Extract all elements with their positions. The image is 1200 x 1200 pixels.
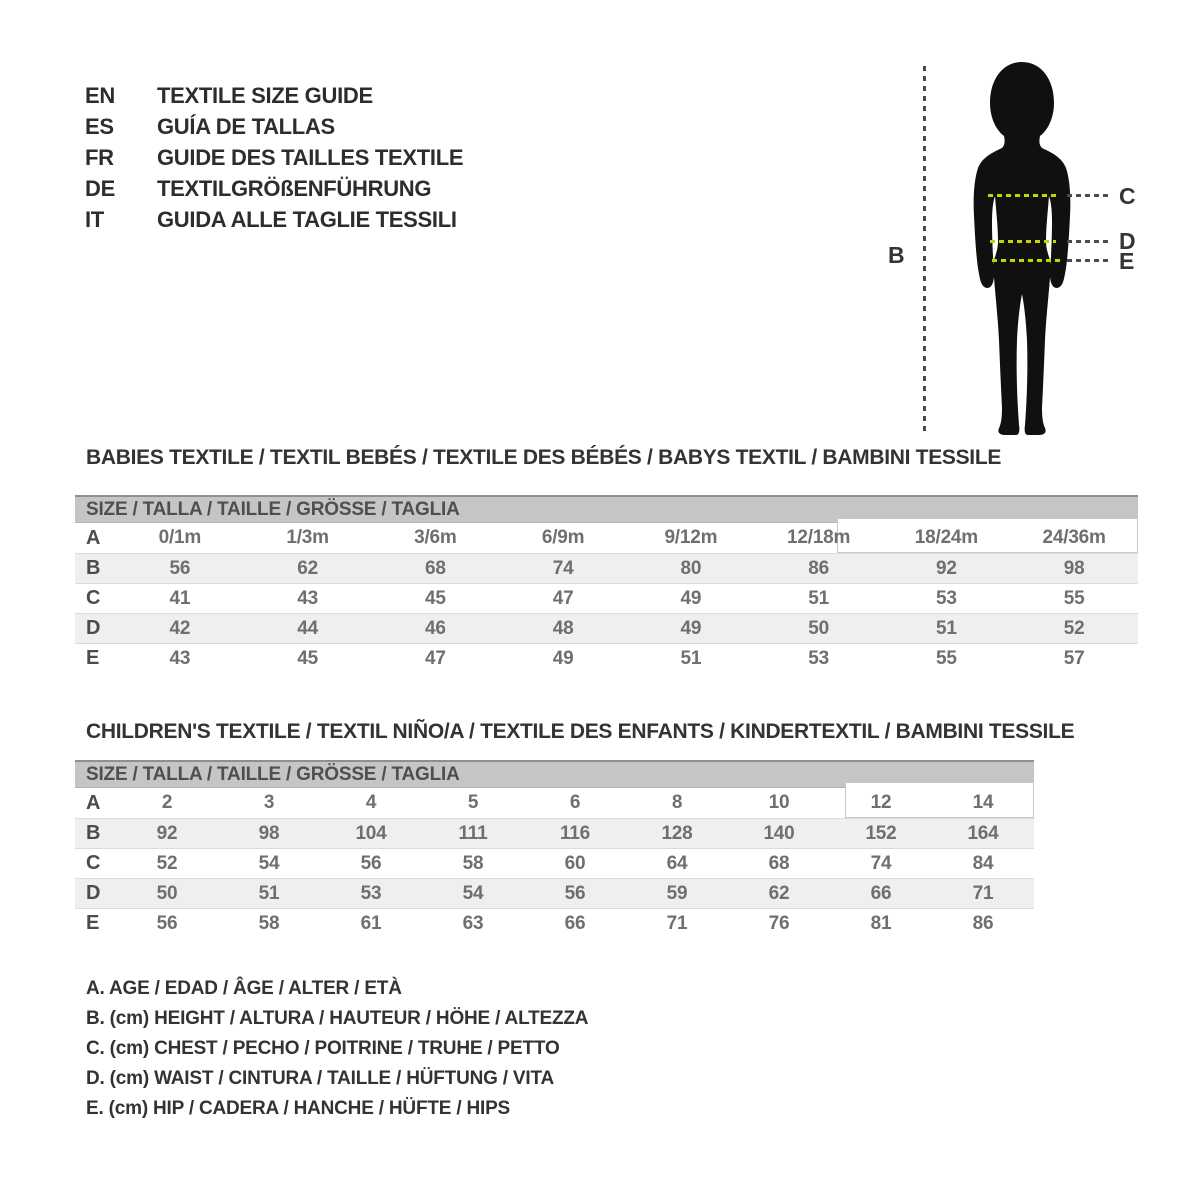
hip-leader-line <box>1067 259 1111 262</box>
size-cell: 56 <box>156 913 178 934</box>
child-silhouette-shape <box>974 62 1071 435</box>
size-cell: 53 <box>936 588 957 609</box>
table-row-chest <box>75 848 1034 878</box>
size-cell: 1/3m <box>286 527 329 548</box>
size-cell: 50 <box>156 883 178 904</box>
table-row-age <box>75 788 1034 818</box>
lang-title: GUÍA DE TALLAS <box>157 113 335 139</box>
table-row-height <box>75 553 1138 583</box>
lang-row-en <box>85 80 463 111</box>
size-cell: 51 <box>936 618 957 639</box>
size-cell: 92 <box>936 558 957 579</box>
size-cell: 54 <box>462 883 484 904</box>
size-cell: 51 <box>680 648 702 669</box>
lang-title: GUIDA ALLE TAGLIE TESSILI <box>157 206 457 232</box>
size-cell: 59 <box>666 883 688 904</box>
size-cell: 80 <box>680 558 702 579</box>
measurement-legend <box>86 974 588 1124</box>
babies-section-heading: BABIES TEXTILE / TEXTIL BEBÉS / TEXTILE DES BÉBÉS / BABYS TEXTIL / BAMBINI TESSILE <box>86 446 1002 469</box>
size-cell: 50 <box>808 618 829 639</box>
height-dashed-line <box>923 66 926 432</box>
lang-code: IT <box>85 206 104 232</box>
table-row-hip <box>75 908 1034 938</box>
size-cell: 44 <box>297 618 318 639</box>
size-cell: 98 <box>1063 558 1085 579</box>
size-cell: 49 <box>552 648 574 669</box>
size-cell: 0/1m <box>158 527 202 548</box>
lang-row-it <box>85 204 463 235</box>
size-cell: 57 <box>1063 648 1085 669</box>
legend-height: B. (cm) HEIGHT / ALTURA / HAUTEUR / HÖHE / ALTEZZA <box>86 1008 589 1029</box>
size-cell: 3 <box>263 792 275 813</box>
waist-measure-label: D <box>1119 228 1136 254</box>
size-cell: 60 <box>564 853 586 874</box>
chest-leader-line <box>1067 194 1111 197</box>
size-cell: 46 <box>425 618 446 639</box>
size-cell: 71 <box>666 913 688 934</box>
table-row-chest <box>75 583 1138 613</box>
waist-leader-line <box>1067 240 1111 243</box>
lang-code: DE <box>85 175 115 201</box>
chest-measure-label: C <box>1119 183 1136 209</box>
size-cell: 55 <box>936 648 957 669</box>
row-label: E <box>86 647 100 669</box>
row-label: A <box>86 527 101 549</box>
size-cell: 58 <box>462 853 484 874</box>
size-cell: 8 <box>671 792 683 813</box>
size-cell: 47 <box>425 648 446 669</box>
size-cell: 58 <box>258 913 280 934</box>
size-cell: 47 <box>552 588 574 609</box>
children-section-heading: CHILDREN'S TEXTILE / TEXTIL NIÑO/A / TEXTILE DES ENFANTS / KINDERTEXTIL / BAMBINI TESSILE <box>86 720 1075 743</box>
size-cell: 64 <box>666 853 688 874</box>
size-cell: 86 <box>972 913 994 934</box>
size-cell: 55 <box>1063 588 1085 609</box>
waist-dashed-line <box>990 240 1056 243</box>
size-cell: 10 <box>768 792 790 813</box>
size-cell: 56 <box>360 853 382 874</box>
size-cell: 49 <box>680 588 702 609</box>
size-cell: 68 <box>425 558 446 579</box>
size-cell: 45 <box>297 648 318 669</box>
row-label: D <box>86 617 101 639</box>
size-cell: 2 <box>161 792 173 813</box>
size-cell: 49 <box>680 618 702 639</box>
size-cell: 111 <box>458 823 488 844</box>
size-cell: 128 <box>661 823 693 844</box>
size-cell: 63 <box>462 913 484 934</box>
row-label: E <box>86 912 100 934</box>
size-cell: 24/36m <box>1042 527 1106 548</box>
size-cell: 81 <box>870 913 892 934</box>
size-cell: 43 <box>169 648 191 669</box>
size-cell: 62 <box>768 883 790 904</box>
size-header-band: SIZE / TALLA / TAILLE / GRÖSSE / TAGLIA <box>75 495 1138 523</box>
size-cell: 41 <box>169 588 191 609</box>
size-cell: 92 <box>156 823 178 844</box>
lang-title: TEXTILGRÖßENFÜHRUNG <box>157 175 432 201</box>
lang-row-es <box>85 111 463 142</box>
table-row-waist <box>75 878 1034 908</box>
size-cell: 51 <box>808 588 829 609</box>
legend-waist: D. (cm) WAIST / CINTURA / TAILLE / HÜFTUNG / VITA <box>86 1068 554 1089</box>
language-title-list <box>85 80 463 235</box>
size-cell: 18/24m <box>914 527 978 548</box>
size-cell: 71 <box>972 883 994 904</box>
size-cell: 98 <box>258 823 280 844</box>
lang-title: GUIDE DES TAILLES TEXTILE <box>157 144 464 170</box>
size-cell: 6 <box>569 792 581 813</box>
size-cell: 66 <box>564 913 586 934</box>
size-cell: 116 <box>559 823 591 844</box>
size-cell: 56 <box>169 558 191 579</box>
table-row-hip <box>75 643 1138 673</box>
size-cell: 14 <box>972 792 994 813</box>
legend-age: A. AGE / EDAD / ÂGE / ALTER / ETÀ <box>86 978 402 999</box>
row-label: B <box>86 822 101 844</box>
size-cell: 152 <box>865 823 897 844</box>
children-size-table <box>75 760 1034 938</box>
height-measure-label: B <box>888 242 905 268</box>
size-cell: 52 <box>156 853 178 874</box>
row-label: D <box>86 882 101 904</box>
size-cell: 45 <box>425 588 446 609</box>
size-cell: 12 <box>870 792 892 813</box>
size-cell: 51 <box>258 883 280 904</box>
size-header-band: SIZE / TALLA / TAILLE / GRÖSSE / TAGLIA <box>75 760 1034 788</box>
size-cell: 12/18m <box>787 527 851 548</box>
size-cell: 68 <box>768 853 790 874</box>
size-cell: 61 <box>360 913 382 934</box>
lang-title: TEXTILE SIZE GUIDE <box>157 82 373 108</box>
row-label: B <box>86 557 101 579</box>
row-label: C <box>86 587 101 609</box>
row-label: C <box>86 852 101 874</box>
lang-row-fr <box>85 142 463 173</box>
size-cell: 43 <box>297 588 318 609</box>
size-cell: 3/6m <box>414 527 457 548</box>
lang-row-de <box>85 173 463 204</box>
size-cell: 76 <box>768 913 790 934</box>
legend-hip: E. (cm) HIP / CADERA / HANCHE / HÜFTE / HIPS <box>86 1098 511 1119</box>
size-cell: 52 <box>1063 618 1085 639</box>
hip-dashed-line <box>992 259 1060 262</box>
size-cell: 42 <box>169 618 191 639</box>
size-cell: 48 <box>552 618 574 639</box>
chest-dashed-line <box>988 194 1056 197</box>
legend-chest: C. (cm) CHEST / PECHO / POITRINE / TRUHE / PETTO <box>86 1038 560 1059</box>
size-cell: 164 <box>967 823 999 844</box>
size-cell: 6/9m <box>541 527 585 548</box>
size-cell: 86 <box>808 558 829 579</box>
size-cell: 54 <box>258 853 280 874</box>
size-cell: 4 <box>365 792 377 813</box>
size-cell: 84 <box>972 853 994 874</box>
size-cell: 5 <box>467 792 479 813</box>
table-row-height <box>75 818 1034 848</box>
size-cell: 53 <box>360 883 382 904</box>
size-cell: 53 <box>808 648 829 669</box>
size-cell: 140 <box>763 823 795 844</box>
hip-measure-label: E <box>1119 248 1135 274</box>
row-label: A <box>86 792 101 814</box>
babies-size-table <box>75 495 1138 673</box>
size-cell: 56 <box>564 883 586 904</box>
size-cell: 74 <box>870 853 892 874</box>
child-silhouette <box>958 58 1088 443</box>
size-cell: 74 <box>552 558 574 579</box>
size-cell: 9/12m <box>664 527 718 548</box>
lang-code: FR <box>85 144 114 170</box>
lang-code: ES <box>85 113 114 139</box>
lang-code: EN <box>85 82 115 108</box>
size-cell: 62 <box>297 558 318 579</box>
size-cell: 104 <box>355 823 387 844</box>
table-row-age <box>75 523 1138 553</box>
size-cell: 66 <box>870 883 892 904</box>
table-row-waist <box>75 613 1138 643</box>
